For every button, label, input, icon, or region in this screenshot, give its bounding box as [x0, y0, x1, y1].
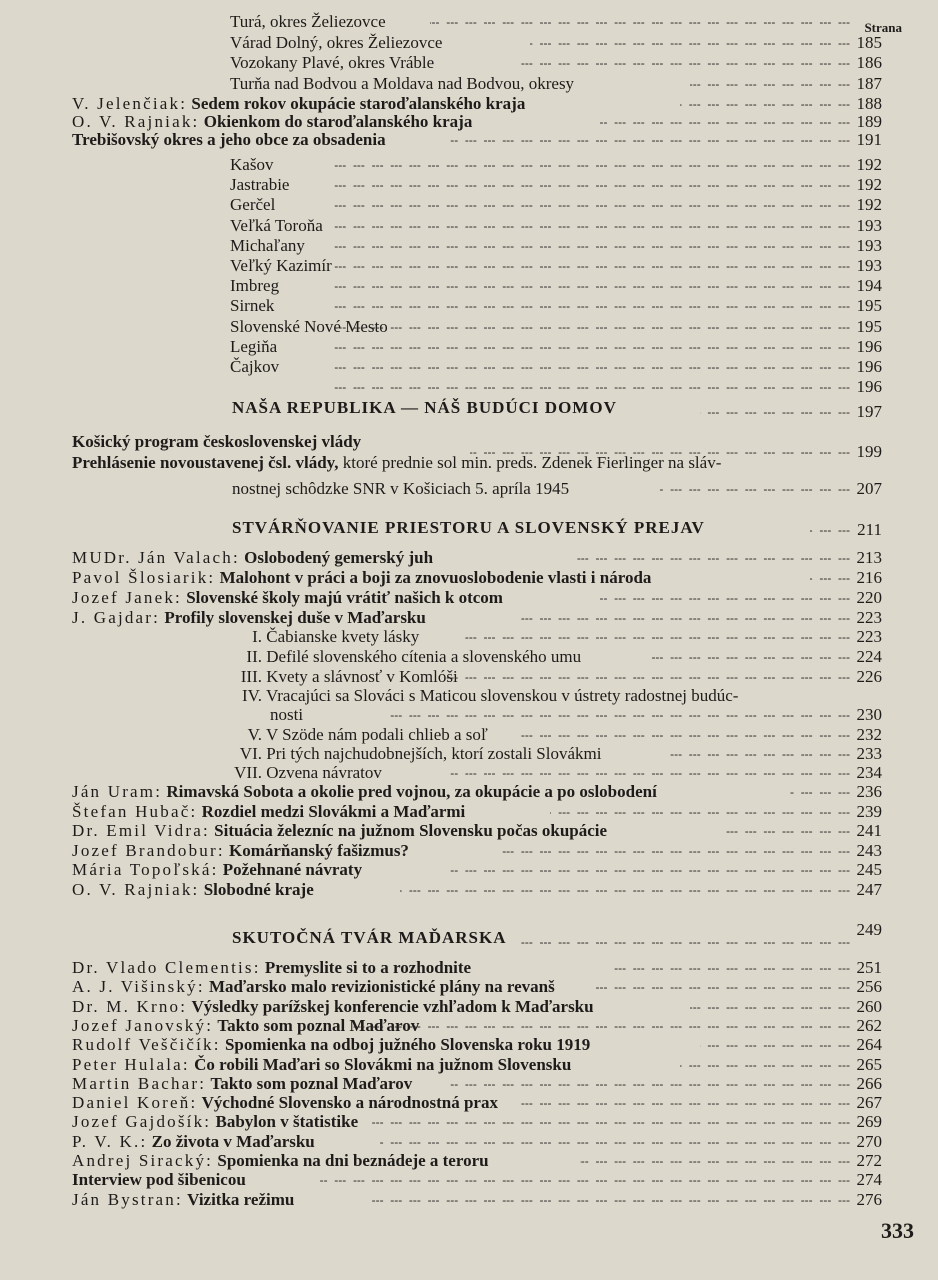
entry-title: Vizitka režimu [187, 1189, 295, 1209]
toc-line-article [0, 1151, 914, 1171]
page-number: 187 [856, 73, 882, 93]
entry-author: Dr. Vlado Clementis: [72, 958, 261, 977]
toc-line-gajdar-part [0, 647, 914, 667]
entry-author: Dr. M. Krno: [72, 996, 188, 1016]
dot-leader [320, 1170, 850, 1190]
entry-author: Štefan Hubač: [72, 801, 198, 821]
entry-author: Ján Uram: [72, 782, 163, 801]
toc-line-article [0, 1074, 914, 1094]
entry-text [72, 782, 657, 802]
entry-author: Martin Bachar: [72, 1073, 207, 1093]
page-number: 245 [856, 860, 882, 879]
entry-text [226, 627, 419, 647]
entry-author: MUDr. Ján Valach: [72, 548, 240, 567]
dot-leader [330, 195, 850, 215]
entry-text [230, 276, 279, 296]
entry-text [230, 155, 273, 175]
page-number: 197 [856, 402, 882, 421]
toc-line-gajdar-part [0, 667, 914, 687]
toc-line-article [0, 1016, 914, 1036]
entry-title: Spomienka na dni beznádeje a teroru [217, 1151, 489, 1170]
dot-leader [580, 1151, 850, 1171]
page-number: 247 [856, 879, 882, 899]
page-number: 267 [856, 1093, 882, 1113]
entry-text [230, 33, 442, 53]
toc-line-village [0, 236, 914, 256]
dot-leader [600, 112, 850, 132]
part-number: VII. [234, 763, 262, 782]
page-number: 185 [856, 32, 882, 52]
page-number: 256 [856, 977, 882, 997]
entry-author: O. V. Rajniak: [72, 879, 200, 899]
entry-author: Jozef Brandobur: [72, 840, 225, 860]
entry-title: Malohont v práci a boji za znovuoslobodenie vlasti i národa [219, 568, 652, 587]
entry-text [72, 1035, 590, 1055]
dot-leader [600, 588, 850, 608]
entry-title: Babylon v štatistike [215, 1112, 359, 1132]
page-number: 186 [856, 53, 882, 72]
toc-line-gajdar-part [0, 744, 914, 764]
page-number: 193 [856, 235, 882, 255]
page-number: 272 [856, 1151, 882, 1170]
toc-line-gajdar-part [0, 686, 914, 706]
toc-line-village [0, 175, 914, 195]
page-number: 233 [856, 744, 882, 763]
toc-line-prehlasenie-2 [0, 479, 914, 499]
entry-text [72, 94, 525, 114]
page-number: 260 [856, 996, 882, 1016]
toc-line-article [0, 841, 914, 861]
toc-line-village [0, 155, 914, 175]
toc-line-village [0, 216, 914, 236]
page-number: 196 [856, 377, 882, 397]
page-number: 241 [856, 821, 882, 840]
toc-line-article [0, 1190, 914, 1210]
dot-leader [570, 548, 850, 568]
dot-leader [700, 1035, 850, 1055]
page-number: 223 [856, 608, 882, 627]
part-number: IV. [242, 686, 262, 705]
page-number: 274 [856, 1170, 882, 1190]
entry-title: Kvety a slávnosť v Komlóši [266, 667, 458, 686]
page-number: 188 [856, 94, 882, 113]
toc-line-article [0, 1132, 914, 1152]
entry-text [72, 860, 362, 880]
page-number: 251 [856, 958, 882, 977]
dot-leader [650, 647, 850, 667]
entry-text [230, 337, 277, 357]
entry-text [72, 1055, 571, 1075]
dot-leader [390, 705, 850, 725]
page-number: 226 [856, 667, 882, 686]
entry-text [72, 608, 426, 628]
dot-leader [330, 377, 850, 397]
part-number: V. [247, 725, 262, 744]
section-stvarnovanie-leader [0, 520, 914, 540]
entry-text [72, 821, 607, 841]
toc-line-article [0, 1170, 914, 1190]
page-number: 239 [856, 801, 882, 821]
toc-line-article [0, 130, 914, 150]
dot-leader [330, 276, 850, 296]
section-title-republika: NAŠA REPUBLIKA — NÁŠ BUDÚCI DOMOV [232, 398, 617, 417]
dot-leader [330, 317, 850, 337]
dot-leader [450, 1074, 850, 1094]
dot-leader [720, 821, 850, 841]
toc-line-gajdar-part [0, 725, 914, 745]
part-number: III. [240, 667, 262, 686]
dot-leader [520, 608, 850, 628]
toc-line-gajdar-part [0, 705, 914, 725]
entry-title: Várad Dolný, okres Želiezovce [230, 32, 443, 52]
dot-leader [530, 33, 850, 53]
entry-title: Veľký Kazimír [230, 256, 332, 275]
entry-text [72, 997, 594, 1017]
entry-title: Komárňanský fašizmus? [229, 840, 409, 860]
toc-line-article [0, 568, 914, 588]
dot-leader [330, 337, 850, 357]
entry-title: nosti [270, 705, 304, 724]
entry-title: Rozdiel medzi Slovákmi a Maďarmi [201, 801, 466, 821]
entry-text [72, 1151, 489, 1171]
toc-line-article [0, 1055, 914, 1075]
page-number: 195 [856, 296, 882, 316]
entry-text [72, 841, 409, 861]
page-number: 276 [856, 1189, 882, 1209]
entry-text [226, 647, 581, 667]
folio-page-number: 333 [881, 1218, 914, 1243]
entry-text [230, 12, 386, 32]
entry-text [72, 1112, 358, 1132]
dot-leader [680, 1055, 850, 1075]
entry-title: Takto som poznal Maďarov [217, 1015, 420, 1035]
entry-text [72, 880, 314, 900]
entry-author: Pavol Šlosiarik: [72, 568, 216, 587]
toc-line-article [0, 821, 914, 841]
dot-leader [370, 1112, 850, 1132]
dot-leader [330, 296, 850, 316]
toc-line-article [0, 958, 914, 978]
part-number: I. [252, 627, 262, 646]
toc-line-article [0, 997, 914, 1017]
entry-text [72, 1190, 294, 1210]
entry-title: Východné Slovensko a národnostná prax [201, 1093, 498, 1113]
toc-line-village [0, 357, 914, 377]
dot-leader [450, 860, 850, 880]
toc-line-gajdar-part [0, 627, 914, 647]
entry-title: Profily slovenskej duše v Maďarsku [164, 608, 426, 627]
dot-leader [330, 175, 850, 195]
toc-line-article [0, 548, 914, 568]
dot-leader [450, 763, 850, 783]
page-number: 194 [856, 276, 882, 296]
page-number: 220 [856, 588, 882, 607]
entry-title: Imbreg [230, 276, 280, 296]
entry-title: Turňa nad Bodvou a Moldava nad Bodvou, okresy [230, 73, 575, 93]
entry-text [72, 1093, 498, 1113]
page-number: 193 [856, 256, 882, 275]
page-number: 249 [856, 920, 882, 939]
section-title-skutocna: SKUTOČNÁ TVÁR MAĎARSKA [232, 928, 507, 947]
entry-title: Oslobodený gemerský juh [244, 548, 434, 567]
toc-line-village [0, 276, 914, 296]
page-number: 262 [856, 1015, 882, 1035]
entry-text [72, 548, 433, 568]
entry-title: Jastrabie [230, 175, 290, 195]
dot-leader [400, 880, 850, 900]
dot-leader [610, 958, 850, 978]
page-number: 224 [856, 647, 882, 666]
part-number: II. [246, 647, 262, 666]
entry-title: Premyslite si to a rozhodnite [264, 958, 472, 977]
entry-author: A. J. Višinský: [72, 977, 205, 997]
toc-line-article [0, 860, 914, 880]
toc-line-prehlasenie [0, 453, 914, 473]
entry-author: Andrej Siracký: [72, 1151, 214, 1170]
dot-leader [440, 667, 850, 687]
dot-leader [370, 1190, 850, 1210]
entry-title: Sirnek [230, 296, 275, 316]
entry-text [230, 53, 434, 73]
entry-title: Okienkom do staroďalanského kraja [203, 112, 473, 131]
entry-author: Mária Topoľská: [72, 860, 219, 879]
page-number: 216 [856, 568, 882, 587]
page-number: 230 [856, 705, 882, 724]
entry-text [226, 686, 738, 706]
dot-leader [430, 12, 850, 32]
dot-leader [330, 155, 850, 175]
dot-leader [520, 53, 850, 73]
toc-line-article [0, 608, 914, 628]
entry-text [226, 667, 458, 687]
entry-author: O. V. Rajniak: [72, 112, 200, 131]
toc-line-gajdar-part [0, 763, 914, 783]
entry-text [72, 958, 471, 978]
page-number: 192 [856, 175, 882, 195]
entry-author: J. Gajdar: [72, 608, 161, 627]
entry-author: Daniel Koreň: [72, 1093, 198, 1113]
dot-leader [550, 802, 850, 822]
entry-title: Legiňa [230, 336, 278, 356]
page-number: 192 [856, 155, 882, 174]
dot-leader [380, 1132, 850, 1152]
entry-title: Slobodné kraje [203, 879, 314, 899]
toc-line-article [0, 588, 914, 608]
toc-line-village-okres [0, 53, 914, 73]
entry-title: Zo života v Maďarsku [151, 1131, 315, 1151]
entry-title: Prehlásenie novoustavenej čsl. vlády, [72, 453, 339, 472]
dot-leader [330, 236, 850, 256]
part-number: VI. [239, 744, 262, 763]
page-number: 193 [856, 215, 882, 235]
dot-leader [670, 744, 850, 764]
entry-author: V. Jelenčiak: [72, 94, 188, 113]
entry-title: Michaľany [230, 235, 305, 255]
entry-title: Gerčel [230, 195, 276, 215]
dot-leader [330, 357, 850, 377]
entry-title: Slovenské Nové Mesto [230, 316, 388, 336]
entry-text [230, 195, 275, 215]
page-number: 196 [856, 357, 882, 376]
toc-line-village [0, 256, 914, 276]
toc-line-article [0, 802, 914, 822]
page-number: 191 [856, 130, 882, 149]
section-title-stvarnovanie: STVÁRŇOVANIE PRIESTORU A SLOVENSKÝ PREJAV [232, 518, 705, 537]
toc-line-village-okres [0, 74, 914, 94]
page-number: 199 [856, 442, 882, 461]
entry-text [230, 296, 274, 316]
page-number: 236 [856, 782, 882, 801]
entry-text [270, 705, 303, 725]
entry-author: Ján Bystran: [72, 1189, 183, 1209]
toc-line-article [0, 112, 914, 132]
entry-text [226, 725, 488, 745]
entry-title: Pri tých najchudobnejších, ktorí zostali Slovákmi [266, 744, 602, 763]
toc-line-article [0, 1035, 914, 1055]
entry-title: Čabianske kvety lásky [266, 627, 420, 646]
entry-title: Vozokany Plavé, okres Vráble [230, 53, 435, 72]
page-number: 213 [856, 548, 882, 567]
dot-leader [350, 1016, 850, 1036]
page-number: 234 [856, 763, 882, 782]
page-column-header: Strana [864, 20, 902, 35]
entry-text [230, 175, 289, 195]
entry-text [72, 1074, 412, 1094]
dot-leader [460, 627, 850, 647]
page-number: 243 [856, 840, 882, 860]
entry-title: Takto som poznal Maďarov [210, 1073, 413, 1093]
entry-author: Jozef Gajdošík: [72, 1112, 212, 1132]
entry-text [230, 74, 574, 94]
entry-title: Ozvena návratov [266, 763, 382, 782]
dot-leader [590, 977, 850, 997]
page-number: 266 [856, 1073, 882, 1093]
dot-leader [790, 782, 850, 802]
toc-line-article [0, 94, 914, 114]
entry-title: Interview pod šibenicou [72, 1170, 246, 1190]
page-number: 211 [857, 520, 882, 539]
entry-title: Vracajúci sa Slováci s Maticou slovenskou v ústrety radostnej budúc- [265, 686, 739, 705]
entry-text [230, 256, 332, 276]
dot-leader [450, 130, 850, 150]
toc-line-article [0, 1093, 914, 1113]
dot-leader [330, 256, 850, 276]
page-number: 192 [856, 195, 882, 215]
entry-title: Kašov [230, 155, 274, 174]
entry-title-cont: ktoré prednie sol min. preds. Zdenek Fierlinger na sláv- [342, 453, 722, 472]
entry-text [72, 588, 503, 608]
page-number: 232 [856, 725, 882, 744]
entry-author: Jozef Janovský: [72, 1015, 214, 1035]
page-number: 223 [856, 627, 882, 646]
dot-leader [690, 997, 850, 1017]
entry-text [72, 1170, 246, 1190]
page-number: 269 [856, 1112, 882, 1132]
toc-line-village [0, 317, 914, 337]
entry-text [72, 977, 555, 997]
toc-line-article [0, 880, 914, 900]
entry-title-cont2: nostnej schôdzke SNR v Košiciach 5. apríla 1945 [232, 479, 570, 498]
entry-title: Trebišovský okres a jeho obce za obsadenia [72, 130, 386, 149]
entry-title: Výsledky parížskej konferencie vzhľadom k Maďarsku [191, 996, 594, 1016]
dot-leader [680, 94, 850, 114]
dot-leader [520, 725, 850, 745]
toc-line-article [0, 782, 914, 802]
dot-leader [690, 74, 850, 94]
page-number: 195 [856, 316, 882, 336]
entry-text [230, 236, 305, 256]
entry-title: Košický program československej vlády [72, 432, 362, 451]
page-number: 270 [856, 1131, 882, 1151]
entry-title: Sedem rokov okupácie staroďalanského kraja [191, 94, 526, 113]
dot-leader [520, 1093, 850, 1113]
entry-title: Čo robili Maďari so Slovákmi na južnom Slovensku [194, 1054, 572, 1074]
page-number: 264 [856, 1035, 882, 1055]
entry-author: Peter Hulala: [72, 1054, 190, 1074]
dot-leader [500, 841, 850, 861]
toc-line-village-okres [0, 33, 914, 53]
entry-title: Požehnané návraty [222, 860, 363, 879]
toc-line-village-okres [0, 12, 914, 32]
entry-title: Rimavská Sobota a okolie pred vojnou, za okupácie a po oslobodení [166, 782, 657, 801]
entry-text [72, 1132, 315, 1152]
entry-title: Defilé slovenského cítenia a slovenského umu [266, 647, 582, 666]
entry-text [72, 130, 386, 150]
entry-author: Dr. Emil Vidra: [72, 821, 210, 840]
entry-text [230, 357, 279, 377]
page-number: 196 [856, 336, 882, 356]
entry-title: Maďarsko malo revizionistické plány na revanš [209, 977, 555, 997]
entry-title: Veľká Toroňa [230, 215, 323, 235]
entry-text [72, 802, 465, 822]
toc-line-village [0, 296, 914, 316]
toc-line-village [0, 337, 914, 357]
entry-title: Čajkov [230, 357, 280, 376]
toc-line-article [0, 977, 914, 997]
page-number: 207 [856, 479, 882, 498]
entry-text [226, 744, 601, 764]
entry-author: Jozef Janek: [72, 588, 182, 607]
entry-title: Turá, okres Želiezovce [230, 12, 386, 31]
entry-title: Spomienka na odboj južného Slovenska roku 1919 [224, 1035, 591, 1055]
entry-text [226, 763, 382, 783]
section-skutocna-leader [0, 920, 914, 940]
entry-author: P. V. K.: [72, 1131, 148, 1151]
entry-title: Situácia železníc na južnom Slovensku počas okupácie [214, 821, 608, 840]
toc-line-village [0, 377, 914, 397]
entry-title: V Szöde nám podali chlieb a soľ [265, 725, 488, 744]
entry-text [230, 216, 323, 236]
entry-text [72, 568, 651, 588]
page-number: 189 [856, 112, 882, 131]
toc-line-village [0, 195, 914, 215]
page-number: 265 [856, 1054, 882, 1074]
entry-author: Rudolf Veščičík: [72, 1035, 221, 1055]
entry-title: Slovenské školy majú vrátiť našich k otcom [186, 588, 503, 607]
entry-text [72, 112, 472, 132]
toc-line-article [0, 1112, 914, 1132]
dot-leader [330, 216, 850, 236]
section-republika-leader [0, 402, 914, 422]
